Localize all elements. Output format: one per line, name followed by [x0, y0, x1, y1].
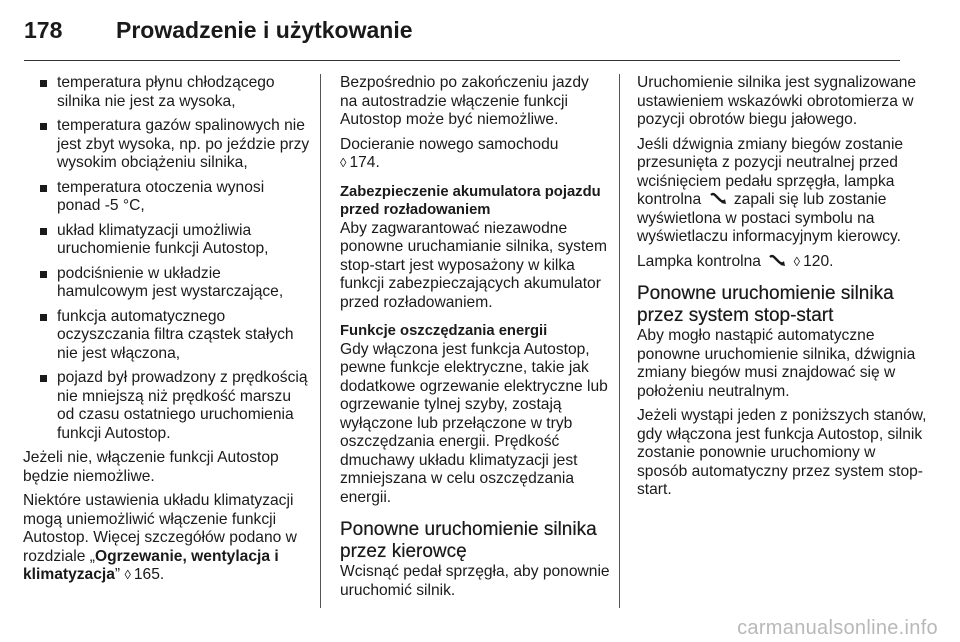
paragraph	[23, 492, 310, 585]
paragraph-text: zapali się lub zostanie wyświetlona w postaci symbolu na wyświetlaczu informacyjnym kierowcy.	[637, 191, 901, 245]
paragraph	[637, 253, 927, 272]
autostop-car-icon	[709, 192, 727, 206]
paragraph: Aby mogło nastąpić automatyczne ponowne uruchomienie silnika, dźwignia zmiany biegów musi znajdować się w położeniu neutralnym.	[637, 327, 916, 400]
paragraph-text: Lampka kontrolna	[637, 252, 761, 270]
page-header	[24, 10, 413, 50]
quote-open: „	[89, 547, 95, 565]
paragraph: Bezpośrednio po zakończeniu jazdy na autostradzie włączenie funkcji Autostop może być niemożliwe.	[340, 74, 589, 128]
paragraph-text: Niektóre ustawienia układu klimatyzacji mogą uniemożliwić włączenie funkcji Autostop. Więcej szczegółów podano w rozdziale	[23, 492, 297, 565]
page-number: 178	[24, 16, 63, 43]
paragraph	[637, 136, 927, 247]
list-item: pojazd był prowadzony z prędkością nie mniejszą niż prędkość marszu od czasu ostatniego uruchomienia funkcji Autostop.	[40, 369, 310, 443]
list-item: podciśnienie w układzie hamulcowym jest wystarczające,	[40, 265, 310, 302]
autostop-car-icon	[768, 254, 786, 268]
watermark: carmanualsonline.info	[737, 617, 938, 639]
subheading: Zabezpieczenie akumulatora pojazdu przed rozładowaniem	[340, 183, 601, 218]
paragraph: Uruchomienie silnika jest sygnalizowane ustawieniem wskazówki obrotomierza w pozycji obrotów biegu jałowego.	[637, 74, 917, 128]
list-item: funkcja automatycznego oczyszczania filtra cząstek stałych nie jest włączona,	[40, 308, 310, 364]
paragraph: Jeżeli nie, włączenie funkcji Autostop będzie niemożliwe.	[23, 449, 279, 485]
column-divider-2	[619, 74, 620, 608]
column-1	[23, 74, 310, 591]
condition-list	[40, 74, 310, 443]
page-ref-icon: ◊	[340, 155, 347, 170]
page-ref-icon: ◊	[793, 253, 801, 269]
subheading: Funkcje oszczędzania energii	[340, 323, 548, 339]
section-heading: Ponowne uruchomienie silnika przez system stop-start	[637, 283, 894, 326]
header-divider	[24, 60, 900, 61]
paragraph: Jeżeli wystąpi jeden z poniższych stanów, gdy włączona jest funkcja Autostop, silnik zostanie ponownie uruchomiony w sposób automatyczny przez system stop-start.	[637, 407, 927, 498]
paragraph: Gdy włączona jest funkcja Autostop, pewne funkcje elektryczne, takie jak dodatkowe ogrzewanie elektryczne lub ogrzewanie tylnej szyby, zostają wyłączone lub przełączone w tryb oszczędzania energii. Prędkość dmuchawy układu klimatyzacji jest zmniejszana w celu oszczędzania energii.	[340, 340, 608, 506]
page-ref-icon: ◊	[124, 567, 131, 582]
paragraph: Wcisnąć pedał sprzęgła, aby ponownie uruchomić silnik.	[340, 563, 610, 599]
paragraph-text: Docieranie nowego samochodu	[340, 135, 559, 153]
cross-reference-link[interactable]: Ogrzewanie, wentylacja i klimatyzacja	[23, 547, 279, 583]
list-item: układ klimatyzacji umożliwia uruchomienie funkcji Autostop,	[40, 222, 310, 259]
page-title: Prowadzenie i użytkowanie	[116, 16, 413, 43]
page-ref[interactable]: 165.	[133, 566, 165, 583]
paragraph-text: Jeśli dźwignia zmiany biegów zostanie przesunięta z pozycji neutralnej przed wciśnięciem pedału sprzęgła, lampka kontrolna	[637, 135, 904, 208]
list-item: temperatura płynu chłodzącego silnika nie jest za wysoka,	[40, 74, 310, 111]
column-divider-1	[320, 74, 321, 608]
page-ref[interactable]: 120.	[803, 252, 834, 270]
paragraph	[340, 136, 610, 173]
section-heading: Ponowne uruchomienie silnika przez kierowcę	[340, 519, 597, 562]
list-item: temperatura gazów spalinowych nie jest zbyt wysoka, np. po jeździe przy wysokim obciążeniu silnika,	[40, 117, 310, 173]
list-item: temperatura otoczenia wynosi ponad -5 °C,	[40, 179, 310, 216]
paragraph: Aby zagwarantować niezawodne ponowne uruchamianie silnika, system stop-start jest wyposażony w kilka funkcji zabezpieczających akumulator przed rozładowaniem.	[340, 219, 607, 311]
quote-close: ”	[114, 566, 121, 583]
column-2	[340, 74, 610, 606]
page-ref[interactable]: 174.	[349, 154, 380, 171]
column-3	[637, 74, 927, 506]
